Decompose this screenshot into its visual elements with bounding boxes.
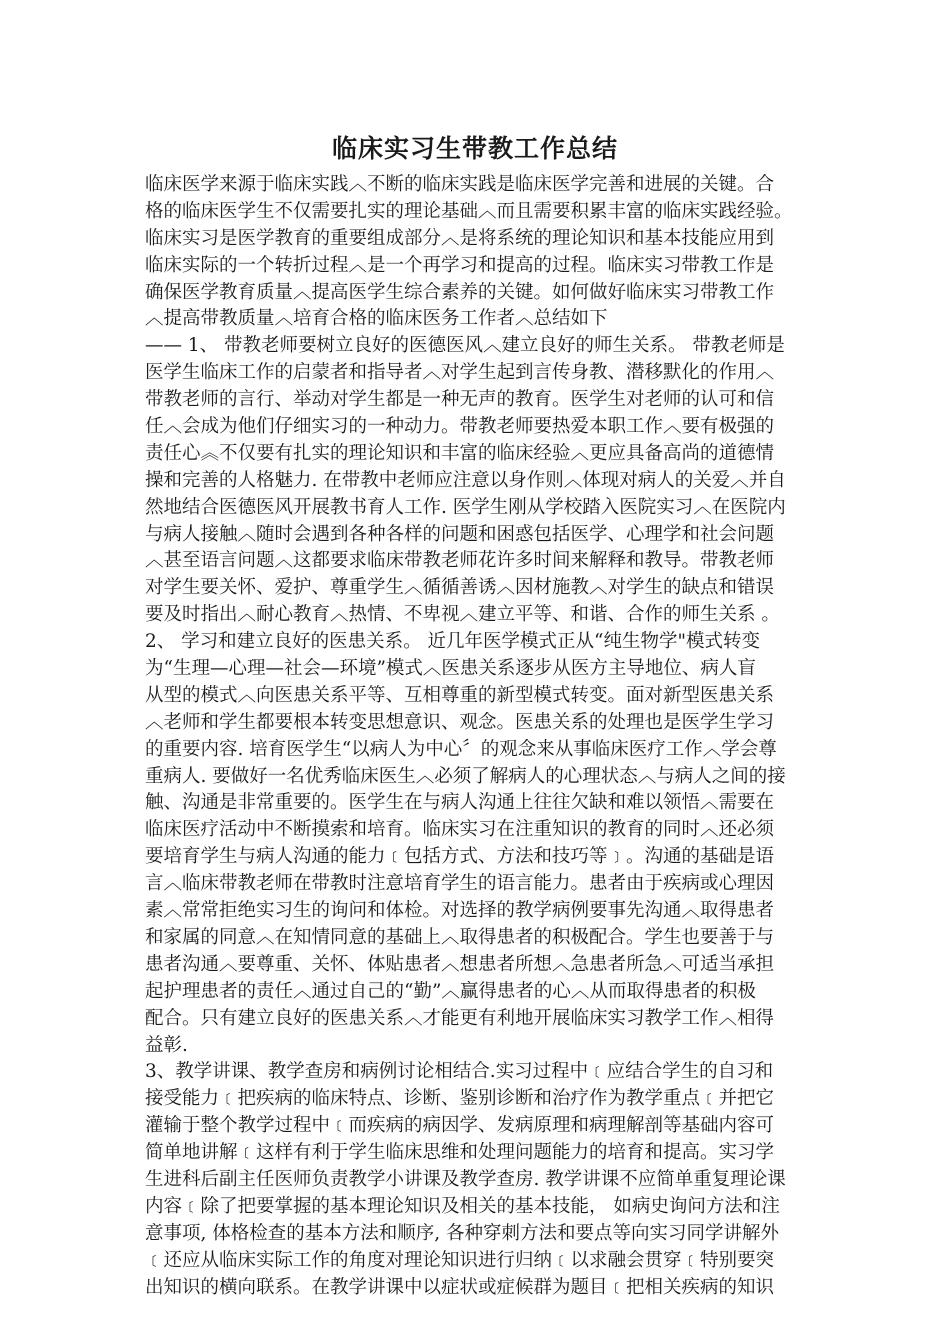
body-text-line: 然地结合医德医风开展教书育人工作. 医学生刚从学校踏入医院实习︿在医院内: [145, 496, 786, 518]
body-text-line: 益彰.: [145, 1034, 188, 1056]
body-text-line: 接受能力﹝把疾病的临床特点、诊断、鉴别诊断和治疗作为教学重点﹝并把它: [145, 1088, 775, 1110]
body-text-line: ﹝还应从临床实际工作的角度对理论知识进行归纳﹝以求融会贯穿﹝特别要突: [145, 1249, 775, 1271]
body-text-line: 操和完善的人格魅力. 在带教中老师应注意以身作则︿体现对病人的关爱︿并自: [145, 469, 786, 491]
body-text-line: 触、沟通是非常重要的。医学生在与病人沟通上往往欠缺和难以领悟︿需要在: [145, 792, 775, 814]
body-text-line: ︿甚至语言问题︿这都要求临床带教老师花许多时间来解释和教导。带教老师: [145, 550, 775, 572]
body-text-line: 临床医疗活动中不断摸索和培育。临床实习在注重知识的教育的同时︿还必须: [145, 819, 775, 841]
body-text-line: 素︿常常拒绝实习生的询问和体检。对选择的教学病例要事先沟通︿取得患者: [145, 900, 775, 922]
body-text-line: 灌输于整个教学过程中﹝而疾病的病因学、发病原理和病理解剖等基础内容可: [145, 1115, 775, 1137]
body-text-line: 患者沟通︿要尊重、关怀、体贴患者︿想患者所想︿急患者所急︿可适当承担: [145, 953, 775, 975]
body-text-line: 2、 学习和建立良好的医患关系。 近几年医学模式正从“纯生物学"模式转变: [145, 631, 761, 653]
body-text-line: 起护理患者的责任︿通过自己的“勤”︿赢得患者的心︿从而取得患者的积极: [145, 980, 756, 1002]
body-text-line: 重病人. 要做好一名优秀临床医生︿必须了解病人的心理状态︿与病人之间的接: [145, 765, 786, 787]
body-text-line: 意事项, 体格检查的基本方法和顺序, 各种穿刺方法和要点等向实习同学讲解外: [145, 1222, 780, 1244]
body-text-line: 要及时指出︿耐心教育︿热情、不卑视︿建立平等、和谐、合作的师生关系 。: [145, 604, 780, 626]
body-text-line: 确保医学教育质量︿提高医学生综合素养的关键。如何做好临床实习带教工作: [145, 281, 775, 303]
body-text-line: 的重要内容. 培育医学生“以病人为中心〞的观念来从事临床医疗工作︿学会尊: [145, 738, 777, 760]
body-text-line: 简单地讲解﹝这样有利于学生临床思维和处理问题能力的培育和提高。实习学: [145, 1142, 775, 1164]
body-text-line: 为“生理—心理—社会—环境”模式︿医患关系逐步从医方主导地位、病人盲: [145, 658, 756, 680]
document-body: [145, 172, 813, 1301]
body-text-line: 3、教学讲课、教学查房和病例讨论相结合.实习过程中﹝应结合学生的自习和: [145, 1061, 774, 1083]
body-text-line: 言︿临床带教老师在带教时注意培育学生的语言能力。患者由于疾病或心理因: [145, 873, 775, 895]
body-text-line: 医学生临床工作的启蒙者和指导者︿对学生起到言传身教、潜移默化的作用︿: [145, 362, 775, 384]
body-text-line: 任︿会成为他们仔细实习的一种动力。带教老师要热爱本职工作︿要有极强的: [145, 416, 775, 438]
body-text-line: 临床医学来源于临床实践︿不断的临床实践是临床医学完善和进展的关键。合: [145, 174, 775, 195]
body-text-line: 责任心︽不仅要有扎实的理论知识和丰富的临床经验︿更应具备高尚的道德情: [145, 442, 775, 464]
body-text-line: 临床实习是医学教育的重要组成部分︿是将系统的理论知识和基本技能应用到: [145, 227, 775, 249]
body-text-line: 对学生要关怀、爱护、尊重学生︿循循善诱︿因材施教︿对学生的缺点和错误: [145, 577, 775, 599]
body-text-line: 出知识的横向联系。在教学讲课中以症状或症候群为题目﹝把相关疾病的知识: [145, 1276, 775, 1298]
body-text-line: 格的临床医学生不仅需要扎实的理论基础︿而且需要积累丰富的临床实践经验。: [145, 200, 793, 222]
body-text-line: 要培育学生与病人沟通的能力﹝包括方式、方法和技巧等﹞。沟通的基础是语: [145, 846, 775, 868]
body-text-line: 内容﹝除了把要掌握的基本理论知识及相关的基本技能， 如病史询问方法和注: [145, 1195, 780, 1217]
document-title: 临床实习生带教工作总结: [331, 134, 618, 163]
body-text-line: ︿提高带教质量︿培育合格的临床医务工作者︿总结如下: [145, 308, 608, 330]
body-text-line: ︿老师和学生都要根本转变思想意识、观念。医患关系的处理也是医学生学习: [145, 711, 775, 733]
body-text-line: 生进科后副主任医师负责教学小讲课及教学查房. 教学讲课不应简单重复理论课: [145, 1168, 786, 1190]
body-text-line: 临床实际的一个转折过程︿是一个再学习和提高的过程。临床实习带教工作是: [145, 254, 775, 276]
body-text-line: 与病人接触︿随时会遇到各种各样的问题和困惑包括医学、心理学和社会问题: [145, 523, 775, 545]
body-text-line: 从型的模式︿向医患关系平等、互相尊重的新型模式转变。面对新型医患关系: [145, 684, 775, 706]
body-text-line: —— 1、 带教老师要树立良好的医德医风︿建立良好的师生关系。 带教老师是: [145, 335, 785, 357]
body-text-line: 和家属的同意︿在知情同意的基础上︿取得患者的积极配合。学生也要善于与: [145, 926, 775, 948]
body-text-line: 带教老师的言行、举动对学生都是一种无声的教育。医学生对老师的认可和信: [145, 389, 775, 411]
body-text-line: 配合。只有建立良好的医患关系︿才能更有利地开展临床实习教学工作︿相得: [145, 1007, 775, 1029]
